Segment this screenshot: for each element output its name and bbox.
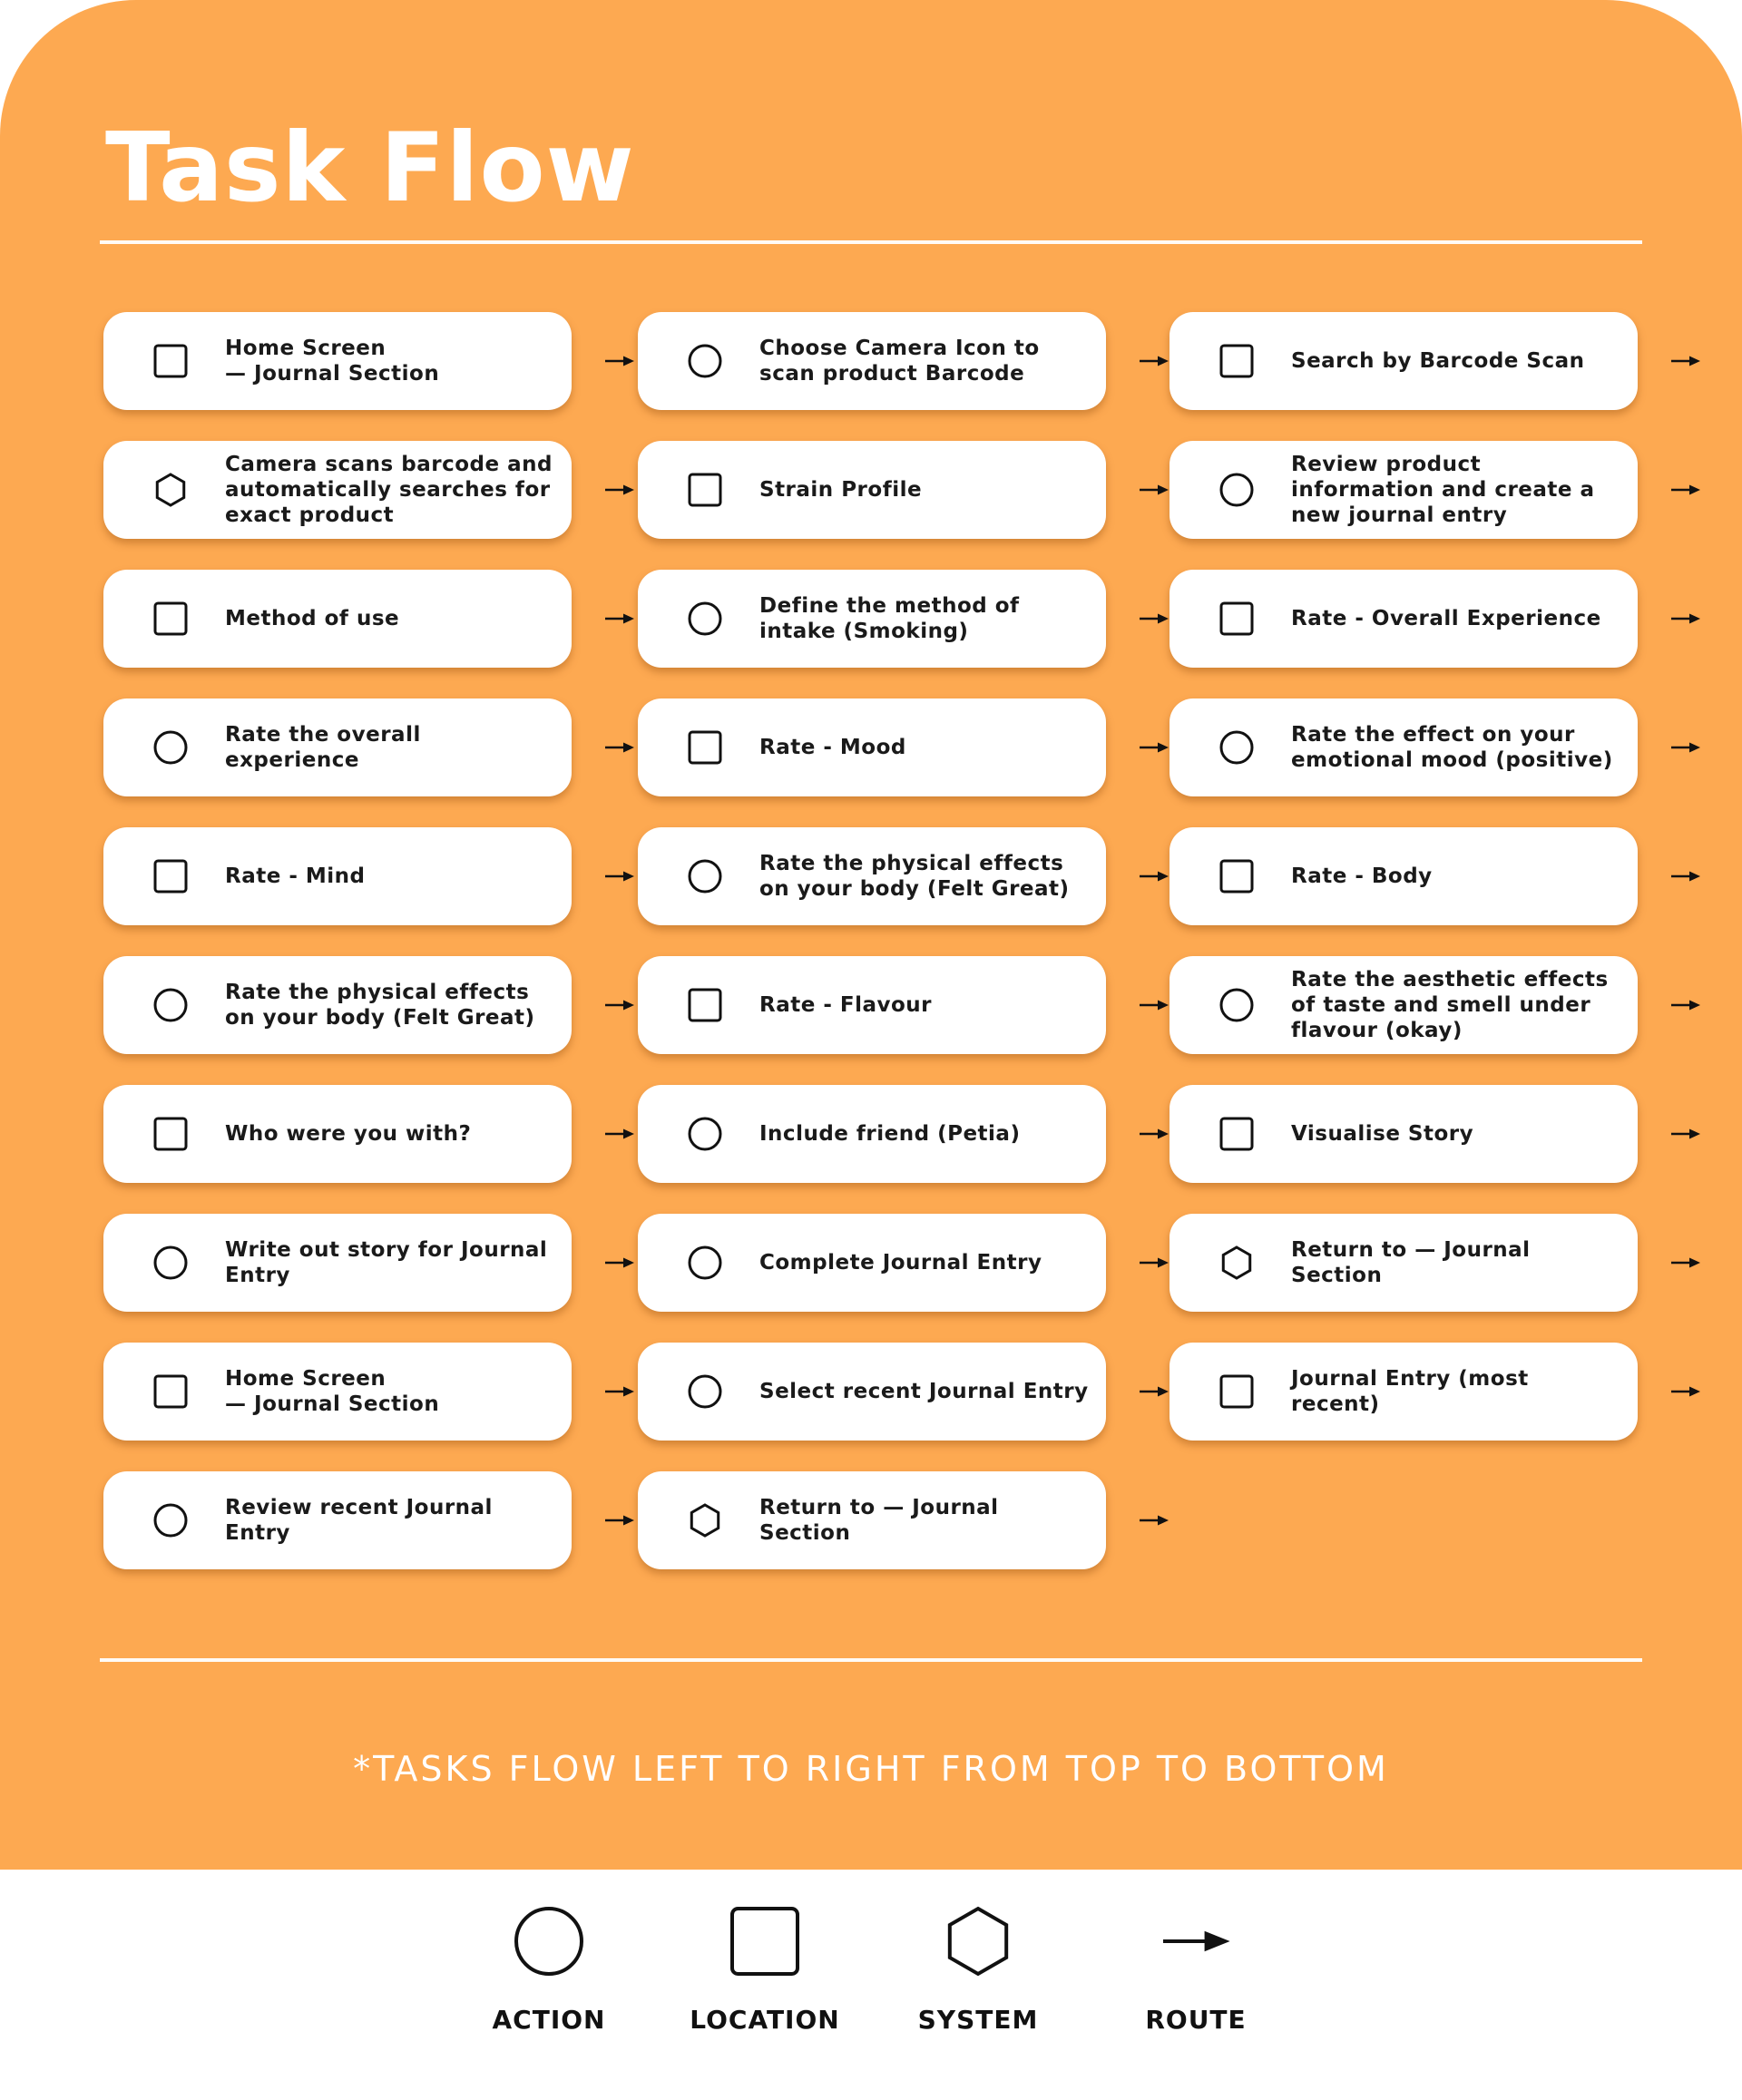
step-label: Return to — Journal Section [1291,1238,1531,1287]
step-label: Rate the overall experience [225,723,421,772]
route-arrow-icon [1139,741,1169,754]
action-step-card [103,956,572,1054]
location-step-card [638,956,1106,1054]
step-label: Rate - Body [1291,864,1433,888]
location-square-icon [152,858,189,894]
system-hexagon-icon [942,1905,1014,1978]
location-step-card [103,312,572,410]
step-label: Camera scans barcode and automatically searches for exact product [225,453,553,527]
route-arrow-icon [1670,612,1701,625]
action-circle-icon [687,1116,723,1152]
route-arrow-icon [1670,355,1701,367]
action-circle-icon [513,1905,585,1978]
step-label: Visualise Story [1291,1122,1474,1146]
action-step-card [103,1471,572,1569]
location-step-card [103,1085,572,1183]
location-step-card [638,441,1106,539]
legend-item-route [1105,1905,1287,2077]
route-arrow-icon [1670,483,1701,496]
step-label: Home Screen — Journal Section [225,337,440,386]
action-step-card [1169,956,1638,1054]
action-circle-icon [687,1245,723,1281]
legend-label: SYSTEM [917,2005,1039,2035]
location-square-icon [1218,343,1255,379]
route-arrow-icon [1670,870,1701,883]
route-arrow-icon [604,999,635,1011]
step-label: Review product information and create a new journal entry [1291,453,1595,527]
action-step-card [638,1343,1106,1441]
action-step-card [1169,698,1638,796]
route-arrow-icon [1670,999,1701,1011]
legend-label: LOCATION [690,2005,840,2035]
route-arrow-icon [1139,1128,1169,1140]
step-label: Rate - Flavour [759,993,933,1017]
action-step-card [638,827,1106,925]
route-arrow-icon [1139,870,1169,883]
location-step-card [1169,1085,1638,1183]
action-circle-icon [152,1502,189,1538]
location-step-card [1169,570,1638,668]
action-circle-icon [1218,987,1255,1023]
action-circle-icon [687,1373,723,1410]
system-step-card [1169,1214,1638,1312]
step-label: Home Screen — Journal Section [225,1367,440,1416]
step-label: Rate - Overall Experience [1291,607,1601,630]
step-label: Review recent Journal Entry [225,1496,493,1545]
location-square-icon [152,601,189,637]
location-square-icon [1218,601,1255,637]
action-step-card [103,1214,572,1312]
system-hexagon-icon [687,1502,723,1538]
route-arrow-icon [1670,741,1701,754]
route-arrow-icon [1139,483,1169,496]
route-arrow-icon [1160,1905,1232,1978]
location-square-icon [1218,1116,1255,1152]
step-label: Rate the physical effects on your body (Felt Great) [759,852,1070,901]
step-label: Rate the aesthetic effects of taste and smell under flavour (okay) [1291,968,1609,1042]
action-step-card [638,312,1106,410]
route-arrow-icon [1139,355,1169,367]
route-arrow-icon [604,1128,635,1140]
step-label: Write out story for Journal Entry [225,1238,548,1287]
action-step-card [638,1214,1106,1312]
step-label: Journal Entry (most recent) [1291,1367,1529,1416]
location-square-icon [1218,1373,1255,1410]
action-step-card [638,1085,1106,1183]
footer-divider [100,1658,1642,1662]
step-label: Rate the effect on your emotional mood (positive) [1291,723,1613,772]
location-square-icon [1218,858,1255,894]
route-arrow-icon [604,741,635,754]
route-arrow-icon [1139,1256,1169,1269]
route-arrow-icon [1670,1256,1701,1269]
legend-item-location [674,1905,856,2077]
step-label: Return to — Journal Section [759,1496,999,1545]
route-arrow-icon [1139,1385,1169,1398]
route-arrow-icon [604,612,635,625]
step-label: Choose Camera Icon to scan product Barcode [759,337,1040,386]
location-step-card [103,570,572,668]
location-square-icon [152,1116,189,1152]
action-step-card [103,698,572,796]
action-circle-icon [1218,472,1255,508]
legend-label: ACTION [492,2005,606,2035]
step-label: Rate - Mind [225,864,366,888]
action-circle-icon [152,729,189,766]
step-label: Who were you with? [225,1122,472,1146]
route-arrow-icon [1139,612,1169,625]
location-square-icon [687,729,723,766]
legend-item-system [887,1905,1069,2077]
step-label: Rate the physical effects on your body (Felt Great) [225,981,535,1030]
location-square-icon [687,472,723,508]
route-arrow-icon [1670,1128,1701,1140]
step-label: Include friend (Petia) [759,1122,1021,1146]
step-label: Method of use [225,607,400,630]
location-square-icon [687,987,723,1023]
step-label: Search by Barcode Scan [1291,349,1585,373]
flow-direction-note: *TASKS FLOW LEFT TO RIGHT FROM TOP TO BOTTOM [353,1749,1389,1789]
action-step-card [638,570,1106,668]
route-arrow-icon [604,483,635,496]
route-arrow-icon [1139,1514,1169,1527]
action-circle-icon [687,601,723,637]
action-step-card [1169,441,1638,539]
location-square-icon [729,1905,801,1978]
page-title: Task Flow [105,112,635,223]
location-square-icon [152,343,189,379]
system-step-card [638,1471,1106,1569]
location-square-icon [152,1373,189,1410]
action-circle-icon [152,987,189,1023]
route-arrow-icon [604,1385,635,1398]
action-circle-icon [687,858,723,894]
legend-item-action [458,1905,640,2077]
location-step-card [638,698,1106,796]
action-circle-icon [1218,729,1255,766]
route-arrow-icon [604,1256,635,1269]
action-circle-icon [152,1245,189,1281]
route-arrow-icon [604,870,635,883]
step-label: Strain Profile [759,478,923,502]
route-arrow-icon [1670,1385,1701,1398]
step-label: Select recent Journal Entry [759,1380,1089,1403]
route-arrow-icon [1139,999,1169,1011]
location-step-card [103,827,572,925]
location-step-card [1169,1343,1638,1441]
route-arrow-icon [604,1514,635,1527]
step-label: Define the method of intake (Smoking) [759,594,1020,643]
route-arrow-icon [604,355,635,367]
system-hexagon-icon [152,472,189,508]
system-step-card [103,441,572,539]
legend-label: ROUTE [1145,2005,1247,2035]
system-hexagon-icon [1218,1245,1255,1281]
step-label: Rate - Mood [759,736,906,759]
step-label: Complete Journal Entry [759,1251,1042,1275]
location-step-card [1169,827,1638,925]
location-step-card [1169,312,1638,410]
location-step-card [103,1343,572,1441]
action-circle-icon [687,343,723,379]
